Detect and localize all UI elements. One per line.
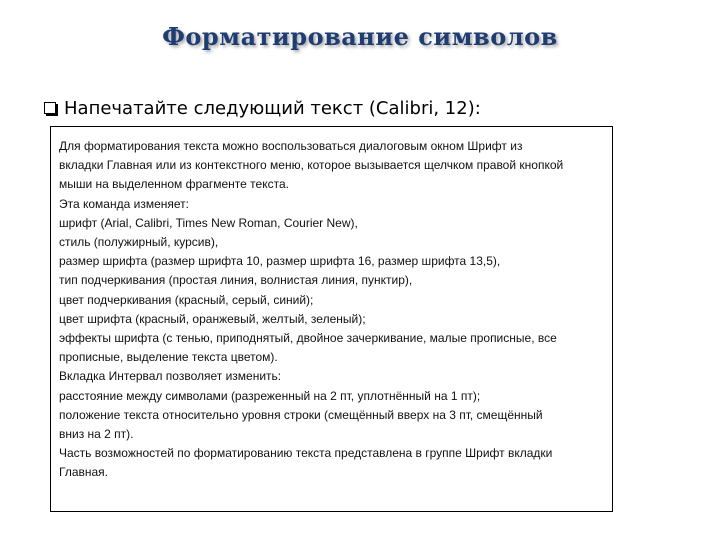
text-line: Вкладка Интервал позволяет изменить: [59, 369, 282, 384]
text-line: прописные, выделение текста цветом). [59, 350, 278, 365]
text-line: Эта команда изменяет: [59, 196, 189, 211]
text-line: Главная. [59, 465, 109, 480]
checkbox-bullet-icon [44, 102, 56, 114]
text-line: вниз на 2 пт). [59, 427, 134, 442]
text-line: Часть возможностей по форматированию текста представлена в группе Шрифт вкладки [59, 446, 553, 461]
text-line: шрифт (Arial, Calibri, Times New Roman, Courier New), [59, 215, 358, 230]
text-line: положение текста относительно уровня строки (смещённый вверх на 3 пт, смещённый [59, 407, 543, 422]
text-line: эффекты шрифта (с тенью, приподнятый, двойное зачеркивание, малые прописные, все [59, 331, 557, 346]
text-line: стиль (полужирный, курсив), [59, 235, 219, 250]
text-line: тип подчеркивания (простая линия, волнистая линия, пунктир), [59, 273, 413, 288]
text-line: цвет подчеркивания (красный, серый, синий); [59, 292, 314, 307]
text-line: вкладки Главная или из контекстного меню, которое вызывается щелчком правой кнопкой [59, 158, 564, 173]
slide-title: Форматирование символов [162, 22, 558, 51]
text-line: расстояние между символами (разреженный на 2 пт, уплотнённый на 1 пт); [59, 388, 481, 403]
text-line: Для форматирования текста можно воспользоваться диалоговым окном Шрифт из [59, 139, 523, 153]
text-line: цвет шрифта (красный, оранжевый, желтый, зеленый); [59, 311, 366, 326]
bullet-text: Напечатайте следующий текст (Calibri, 12): [64, 98, 481, 119]
text-line: размер шрифта (размер шрифта 10, размер шрифта 16, размер шрифта 13,5), [59, 254, 501, 269]
sample-text-frame [50, 126, 613, 512]
bullet-item [44, 98, 481, 119]
text-line: мыши на выделенном фрагменте текста. [59, 177, 289, 192]
